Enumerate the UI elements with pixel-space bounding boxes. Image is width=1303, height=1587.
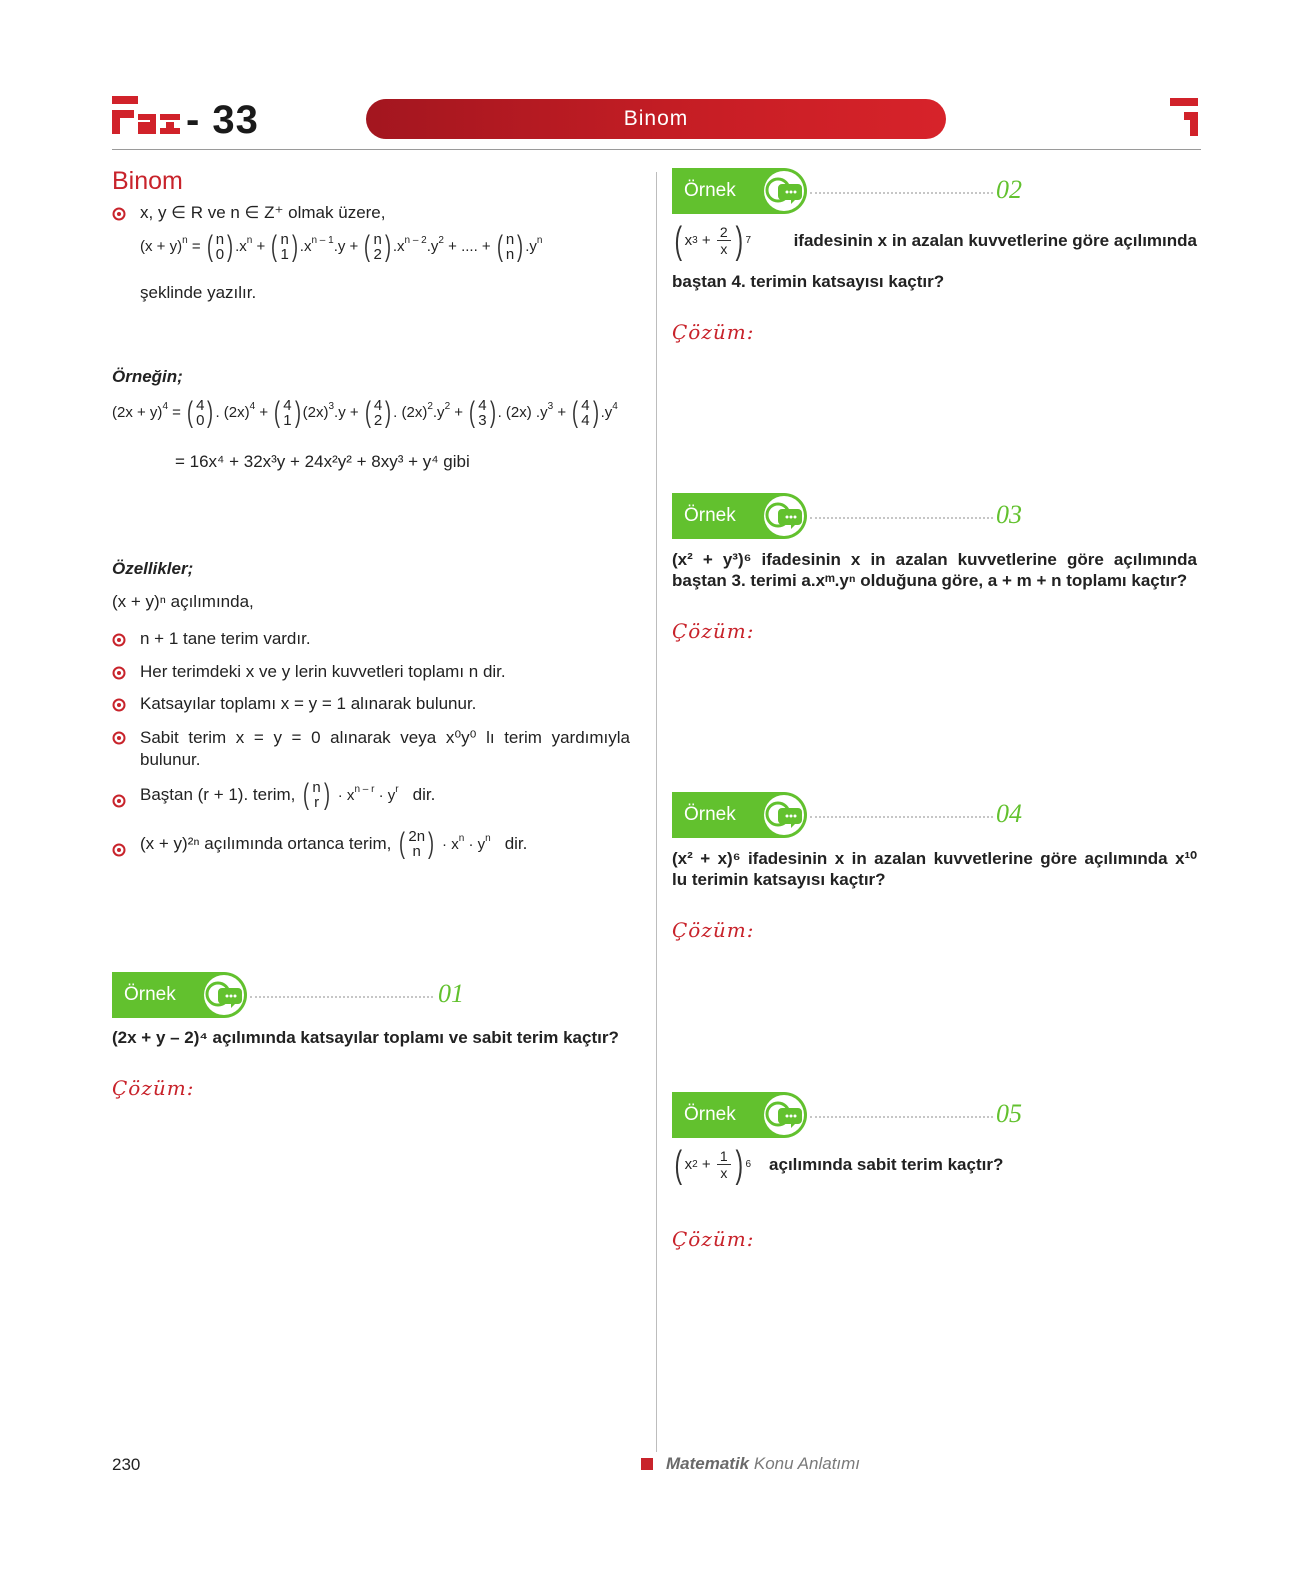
target-bullet-icon <box>112 666 126 680</box>
target-bullet-icon <box>112 633 126 647</box>
ornek-label: Örnek <box>684 1104 736 1125</box>
header-rule <box>112 149 1201 150</box>
solution-label: Çözüm: <box>672 1227 755 1251</box>
target-bullet-icon <box>112 794 126 808</box>
example-number: 05 <box>996 1099 1022 1128</box>
section-title: Binom <box>112 167 183 195</box>
solution-label: Çözüm: <box>672 918 755 942</box>
example-number: 03 <box>996 500 1022 529</box>
definition-line: x, y ∈ R ve n ∈ Z⁺ olmak üzere, <box>140 203 386 222</box>
property-item: Sabit terim x = y = 0 alınarak veya x⁰y⁰ lı terim yardımıyla bulunur. <box>140 728 630 769</box>
page-number: 230 <box>112 1455 141 1474</box>
expansion-result: = 16x⁴ + 32x³y + 24x²y² + 8xy³ + y⁴ gibi <box>175 452 470 471</box>
solution-label: Çözüm: <box>672 619 755 643</box>
book-title: Matematik Konu Anlatımı <box>666 1454 861 1473</box>
brand-mark-icon <box>1170 98 1200 138</box>
binomial-formula: $(x + y)^n$ = ( n 0 ) $.x^n$ + ( n 1 ) $.x^{n - 1}.y$ + ( n 2 ) $.x^{n - 2}.y^2$ + .... + ( n n ) $.y^n$ <box>140 230 543 263</box>
property-item: Her terimdeki x ve y lerin kuvvetleri toplamı n dir. <box>140 662 506 681</box>
dotted-leader <box>810 517 993 519</box>
example-question-line2: baştan 3. terimi a.xᵐ.yⁿ olduğuna göre, a + m + n toplamı kaçtır? <box>672 571 1188 590</box>
example-question: ( x 2 + $\frac{1}{x}$ ) 6 açılımında sabit terim kaçtır? <box>674 1143 1004 1186</box>
example-question: (2x + y – 2)⁴ açılımında katsayılar toplamı ve sabit terim kaçtır? <box>112 1028 619 1047</box>
ornegin-label: Örneğin; <box>112 367 183 386</box>
example-question-line2: lu terimin katsayısı kaçtır? <box>672 870 886 889</box>
faz-logo <box>112 96 182 136</box>
title-pill: Binom <box>366 99 946 139</box>
ornek-label: Örnek <box>684 180 736 201</box>
ozellikler-label: Özellikler; <box>112 559 194 578</box>
footer-square-icon <box>641 1458 653 1470</box>
target-bullet-icon <box>112 207 126 221</box>
example-question: (x² + y³)⁶ ifadesinin x in azalan kuvvetlerine göre açılımında <box>672 550 1197 569</box>
example-question-line2: baştan 4. terimin katsayısı kaçtır? <box>672 272 945 291</box>
dotted-leader <box>810 816 993 818</box>
property-item: Katsayılar toplamı x = y = 1 alınarak bulunur. <box>140 694 477 713</box>
column-divider <box>656 172 657 1452</box>
solution-label: Çözüm: <box>112 1076 195 1100</box>
target-bullet-icon <box>112 698 126 712</box>
example-question: (x² + x)⁶ ifadesinin x in azalan kuvvetlerine göre açılımında x¹⁰ <box>672 849 1197 868</box>
target-bullet-icon <box>112 843 126 857</box>
ozellikler-intro: (x + y)ⁿ açılımında, <box>112 592 254 611</box>
ornek-label: Örnek <box>684 804 736 825</box>
example-number: 02 <box>996 175 1022 204</box>
target-bullet-icon <box>112 731 126 745</box>
example-number: 04 <box>996 799 1022 828</box>
property-item-middle-term: (x + y)²ⁿ açılımında ortanca terim, ( 2n n ) · $x^n \cdot y^n$ dir. <box>140 827 528 860</box>
dotted-leader <box>810 1116 993 1118</box>
example-expansion: $(2x + y)^4$ = ( 4 0 ) . $(2x)^4$ + ( 4 1 ) $(2x)^3.y$ + ( 4 2 ) . $(2x)^2.y^2$ + ( 4 3 ) . (2x) $.y^3$ + ( 4 4 ) $.y^4$ <box>112 396 618 429</box>
ornek-label: Örnek <box>124 984 176 1005</box>
solution-label: Çözüm: <box>672 320 755 344</box>
dotted-leader <box>810 192 993 194</box>
dotted-leader <box>250 996 433 998</box>
example-question: ( x 3 + $\frac{2}{x}$ ) 7 ifadesinin x in azalan kuvvetlerine göre açılımında <box>674 219 1197 262</box>
property-item: n + 1 tane terim vardır. <box>140 629 311 648</box>
property-item-general-term: Baştan (r + 1). terim, ( n r ) · $x^{n - r} \cdot y^r$ dir. <box>140 778 436 811</box>
example-number: 01 <box>438 979 464 1008</box>
definition-tail: şeklinde yazılır. <box>140 283 257 302</box>
ornek-label: Örnek <box>684 505 736 526</box>
chapter-number: - 33 <box>186 98 259 142</box>
